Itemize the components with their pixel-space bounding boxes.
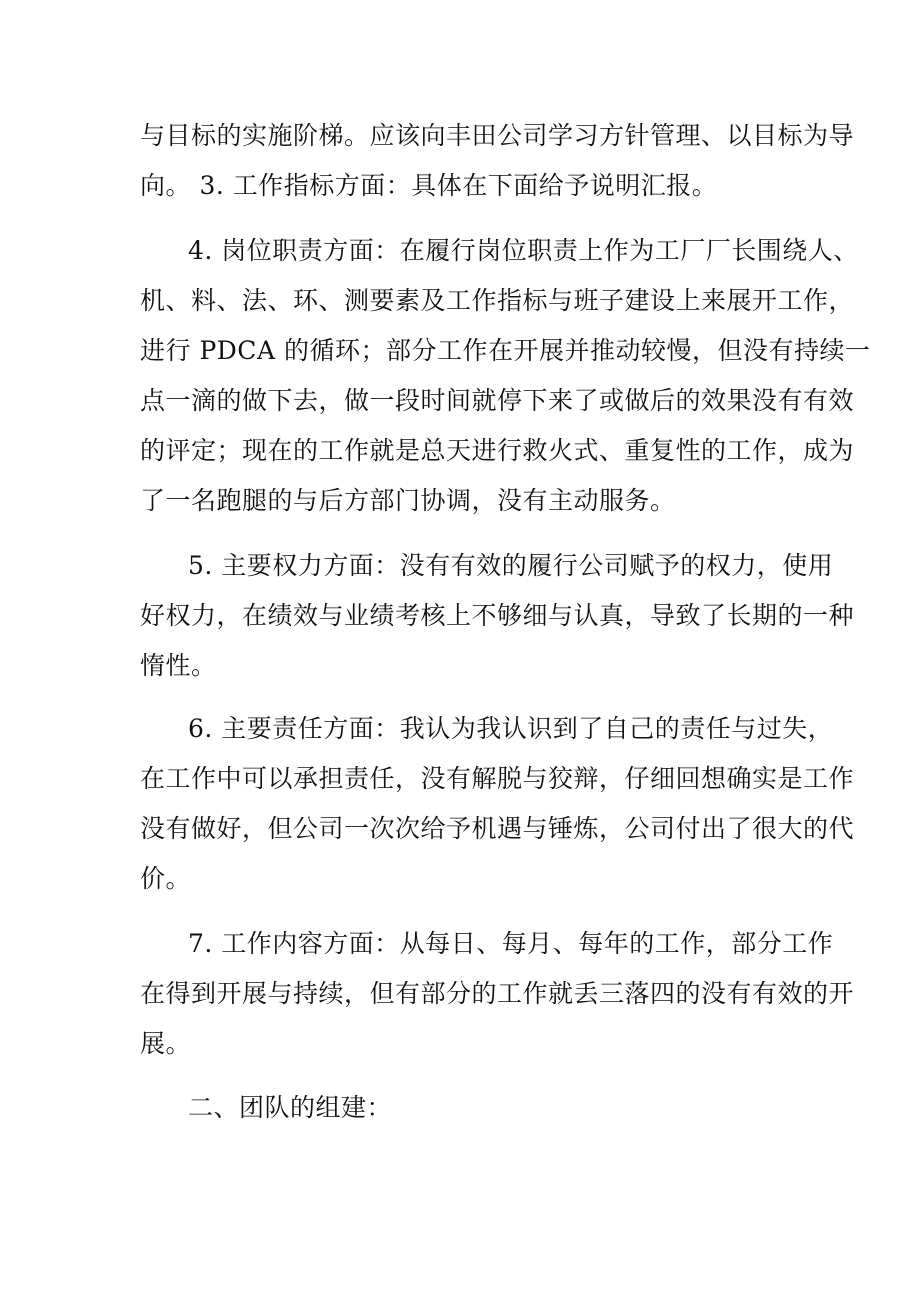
- text-line: 惰性。: [140, 651, 217, 680]
- text-line: 7. 工作内容方面：从每日、每月、每年的工作，部分工作: [188, 929, 834, 958]
- text-line: 在得到开展与持续，但有部分的工作就丢三落四的没有有效的开: [140, 979, 855, 1008]
- text-line: 价。: [140, 864, 192, 893]
- text-line: 点一滴的做下去，做一段时间就停下来了或做后的效果没有有效: [140, 386, 855, 415]
- text-line: 好权力，在绩效与业绩考核上不够细与认真，导致了长期的一种: [140, 601, 855, 630]
- text-line: 机、料、法、环、测要素及工作指标与班子建设上来展开工作，: [140, 286, 855, 315]
- text-line: 展。: [140, 1029, 192, 1058]
- text-line: 在工作中可以承担责任，没有解脱与狡辩，仔细回想确实是工作: [140, 764, 855, 793]
- text-line: 4. 岗位职责方面：在履行岗位职责上作为工厂厂长围绕人、: [188, 236, 859, 265]
- text-line: 向。 3. 工作指标方面：具体在下面给予说明汇报。: [140, 171, 718, 200]
- text-line: 与目标的实施阶梯。应该向丰田公司学习方针管理、以目标为导: [140, 121, 855, 150]
- text-line: 没有做好，但公司一次次给予机遇与锤炼，公司付出了很大的代: [140, 814, 855, 843]
- text-line: 的评定；现在的工作就是总天进行救火式、重复性的工作，成为: [140, 436, 855, 465]
- text-line: 6. 主要责任方面：我认为我认识到了自己的责任与过失，: [188, 714, 834, 743]
- section-heading: 二、团队的组建：: [188, 1093, 393, 1122]
- text-line: 5. 主要权力方面：没有有效的履行公司赋予的权力，使用: [188, 551, 834, 580]
- text-line: 了一名跑腿的与后方部门协调，没有主动服务。: [140, 486, 676, 515]
- text-line: 进行 PDCA 的循环；部分工作在开展并推动较慢，但没有持续一: [140, 336, 871, 365]
